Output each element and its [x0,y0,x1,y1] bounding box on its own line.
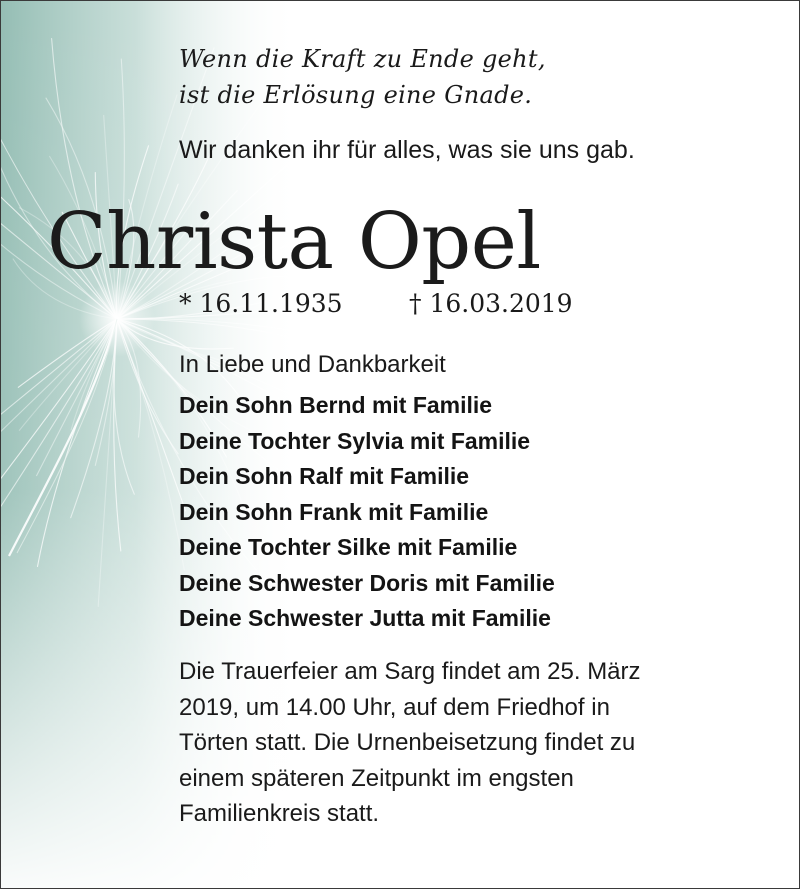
mourner-item: Dein Sohn Frank mit Familie [179,498,489,525]
mourner-item: Dein Sohn Bernd mit Familie [179,392,493,418]
funeral-notice-line: einem späteren Zeitpunkt im engsten [179,764,574,792]
mourner-item: Deine Schwester Doris mit Familie [179,569,555,596]
quote-line-1: Wenn die Kraft zu Ende geht, [179,45,546,73]
mourner-item: Deine Schwester Jutta mit Familie [179,605,551,631]
mourner-item: Deine Tochter Silke mit Familie [179,534,518,560]
death-date: † 16.03.2019 [409,289,573,318]
funeral-notice-line: 2019, um 14.00 Uhr, auf dem Friedhof in [179,693,610,721]
funeral-notice-line: Törten statt. Die Urnenbeisetzung findet zu [179,729,636,756]
thanks-line: Wir danken ihr für alles, was sie uns gab. [179,136,635,164]
mourners-intro: In Liebe und Dankbarkeit [179,351,446,378]
mourner-item: Dein Sohn Ralf mit Familie [179,463,470,489]
mourner-item: Deine Tochter Sylvia mit Familie [179,427,531,454]
quote-line-2: ist die Erlösung eine Gnade. [179,81,533,109]
funeral-notice-line: Die Trauerfeier am Sarg findet am 25. März [179,658,641,685]
mourners-list [179,388,555,637]
funeral-notice [179,654,769,832]
birth-date: * 16.11.1935 [179,289,343,318]
deceased-name: Christa Opel [47,197,541,287]
funeral-notice-line: Familienkreis statt. [179,800,380,827]
